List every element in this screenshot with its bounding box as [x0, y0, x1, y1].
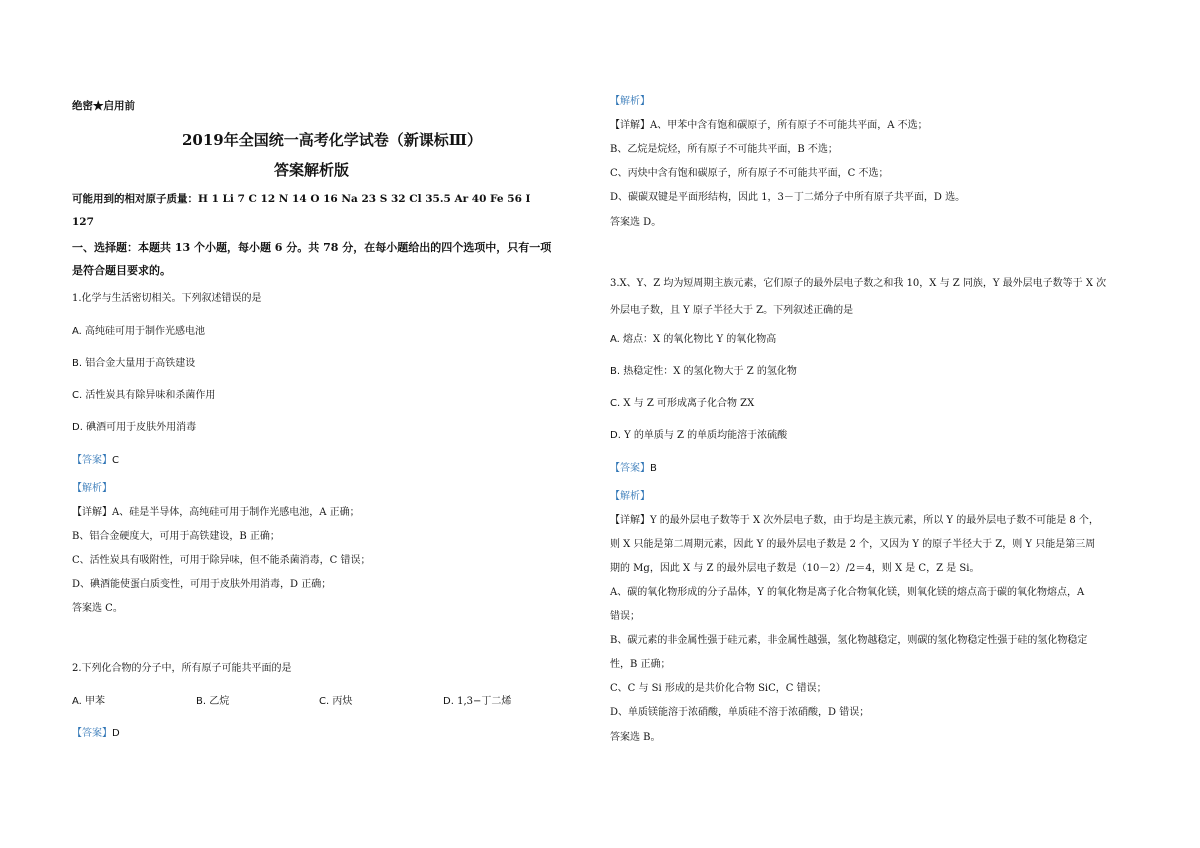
option-text: X 与 Z 可形成离子化合物 ZX [623, 398, 755, 409]
q3-detail-line: B、碳元素的非金属性强于硅元素，非金属性越强，氢化物越稳定，则碳的氢化物稳定性强于硅的氢化物稳定 [610, 635, 1088, 646]
q3-detail-line: 答案选 B。 [610, 732, 661, 743]
option-letter: A. [72, 696, 82, 707]
q3-option-c [610, 397, 754, 411]
q1-stem: 1.化学与生活密切相关。下列叙述错误的是 [72, 293, 262, 304]
option-text: 碘酒可用于皮肤外用消毒 [86, 422, 197, 433]
q1-option-a [72, 325, 205, 339]
q2-stem: 2.下列化合物的分子中，所有原子可能共平面的是 [72, 663, 292, 674]
answer-tag: 【答案】 [72, 455, 112, 466]
option-letter: B. [610, 366, 621, 377]
q1-answer [72, 454, 119, 468]
q1-detail-line: C、活性炭具有吸附性，可用于除异味，但不能杀菌消毒，C 错误； [72, 555, 371, 566]
option-letter: C. [610, 398, 621, 409]
answer-tag: 【答案】 [72, 728, 112, 739]
option-letter: C. [72, 390, 83, 401]
q3-detail-line: 错误； [610, 611, 640, 622]
option-text: 乙烷 [209, 696, 230, 707]
q3-option-b [610, 365, 797, 379]
q1-analysis-tag: 【解析】 [72, 483, 112, 494]
q3-detail-line: D、单质镁能溶于浓硝酸，单质硅不溶于浓硝酸，D 错误； [610, 707, 870, 718]
page-title: 2019年全国统一高考化学试卷（新课标Ⅲ） [182, 131, 483, 149]
option-text: 活性炭具有除异味和杀菌作用 [85, 390, 216, 401]
answer-tag: 【答案】 [610, 463, 650, 474]
option-letter: D. [443, 696, 454, 707]
answer-value: C [112, 455, 119, 466]
page-subtitle: 答案解析版 [274, 161, 350, 179]
q1-detail-line: 答案选 C。 [72, 603, 123, 614]
q2-option-a [72, 695, 105, 709]
q2-option-d [443, 695, 511, 709]
section-heading-line-1: 一、选择题：本题共 13 个小题，每小题 6 分。共 78 分，在每小题给出的四个选项中，只有一项 [72, 241, 552, 254]
q2-detail-line: 答案选 D。 [610, 217, 662, 228]
q3-detail-line: 性，B 正确； [610, 659, 671, 670]
q2-detail-line: 【详解】A、甲苯中含有饱和碳原子，所有原子不可能共平面，A 不选； [610, 120, 928, 131]
q1-option-b [72, 357, 195, 371]
q2-option-c [319, 695, 352, 709]
q2-answer [72, 727, 120, 741]
option-text: 热稳定性：X 的氢化物大于 Z 的氢化物 [623, 366, 797, 377]
q2-option-b [196, 695, 229, 709]
q3-detail-line: 则 X 只能是第二周期元素，因此 Y 的最外层电子数是 2 个，又因为 Y 的原子半径大于 Z，则 Y 只能是第三周 [610, 539, 1096, 550]
atomic-mass-line-1: 可能用到的相对原子质量：H 1 Li 7 C 12 N 14 O 16 Na 23 S 32 Cl 35.5 Ar 40 Fe 56 I [72, 193, 531, 205]
option-text: 丙炔 [332, 696, 353, 707]
option-text: 甲苯 [85, 696, 106, 707]
q1-option-d [72, 421, 196, 435]
q2-detail-line: C、丙炔中含有饱和碳原子，所有原子不可能共平面，C 不选； [610, 168, 889, 179]
section-heading-line-2: 是符合题目要求的。 [72, 264, 171, 277]
q2-detail-line: B、乙烷是烷烃，所有原子不可能共平面，B 不选； [610, 144, 838, 155]
option-letter: B. [196, 696, 207, 707]
option-letter: D. [610, 430, 621, 441]
option-letter: A. [72, 326, 82, 337]
q3-detail-line: C、C 与 Si 形成的是共价化合物 SiC，C 错误； [610, 683, 827, 694]
q3-detail-line: 【详解】Y 的最外层电子数等于 X 次外层电子数，由于均是主族元素，所以 Y 的最外层电子数不可能是 8 个， [610, 515, 1099, 526]
q3-analysis-tag: 【解析】 [610, 491, 650, 502]
right-column [600, 0, 1130, 848]
q2-detail-line: D、碳碳双键是平面形结构，因此 1，3－丁二烯分子中所有原子共平面，D 选。 [610, 192, 966, 203]
option-text: 高纯硅可用于制作光感电池 [85, 326, 206, 337]
answer-value: D [112, 728, 120, 739]
q1-detail-line: B、铝合金硬度大，可用于高铁建设，B 正确； [72, 531, 280, 542]
q3-answer [610, 462, 657, 476]
q1-option-c [72, 389, 215, 403]
option-letter: D. [72, 422, 83, 433]
option-text: 1,3−丁二烯 [457, 696, 512, 707]
option-letter: C. [319, 696, 330, 707]
answer-value: B [650, 463, 657, 474]
option-text: Y 的单质与 Z 的单质均能溶于浓硫酸 [624, 430, 788, 441]
left-column [0, 0, 552, 848]
q3-stem-line-2: 外层电子数，且 Y 原子半径大于 Z。下列叙述正确的是 [610, 305, 854, 316]
option-letter: A. [610, 334, 620, 345]
q3-detail-line: A、碳的氧化物形成的分子晶体，Y 的氧化物是离子化合物氧化镁，则氧化镁的熔点高于碳的氧化物熔点，A [610, 587, 1085, 598]
q1-detail-line: 【详解】A、硅是半导体，高纯硅可用于制作光感电池，A 正确； [72, 507, 360, 518]
option-letter: B. [72, 358, 83, 369]
confidential-label: 绝密★启用前 [72, 100, 135, 112]
option-text: 铝合金大量用于高铁建设 [85, 358, 196, 369]
q2-analysis-tag: 【解析】 [610, 96, 650, 107]
atomic-mass-line-2: 127 [72, 216, 94, 228]
q3-detail-line: 期的 Mg，因此 X 与 Z 的最外层电子数是（10－2）/2＝4，则 X 是 C，Z 是 Si。 [610, 563, 980, 574]
q3-stem-line-1: 3.X、Y、Z 均为短周期主族元素，它们原子的最外层电子数之和我 10，X 与 Z 同族，Y 最外层电子数等于 X 次 [610, 278, 1107, 289]
q3-option-a [610, 333, 776, 347]
option-text: 熔点：X 的氧化物比 Y 的氧化物高 [623, 334, 777, 345]
q1-detail-line: D、碘酒能使蛋白质变性，可用于皮肤外用消毒，D 正确； [72, 579, 332, 590]
q3-option-d [610, 429, 787, 443]
